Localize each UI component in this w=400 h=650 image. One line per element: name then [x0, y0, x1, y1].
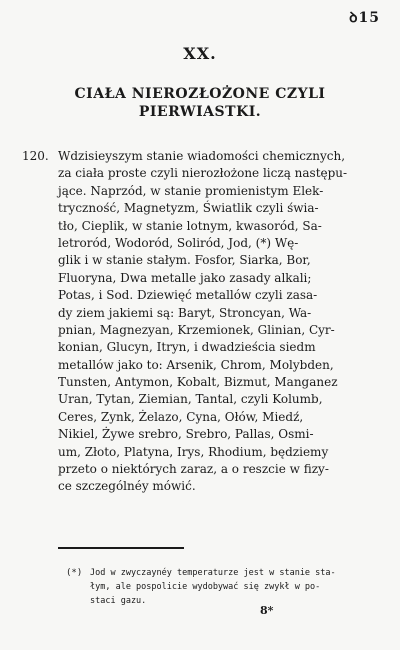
text-line: um, Złoto, Platyna, Irys, Rhodium, będziemy: [58, 444, 329, 459]
text-line: Fluoryna, Dwa metalle jako zasady alkali;: [58, 270, 312, 285]
title-line: PIERWIASTKI.: [138, 104, 262, 120]
printer-signature-mark: 8*: [260, 604, 274, 617]
text-line: metallów jako to: Arsenik, Chrom, Molybden,: [58, 357, 334, 372]
text-line: dy ziem jakiemi są: Baryt, Stroncyan, Wa-: [58, 305, 312, 320]
text-line: glik i w stanie stałym. Fosfor, Siarka, Bor,: [58, 253, 311, 268]
page-number: ꝺ15: [349, 10, 380, 26]
text-line: Uran, Tytan, Ziemian, Tantal, czyli Kolumb,: [58, 392, 323, 407]
text-line: Wdzisieyszym stanie wiadomości chemicznych,: [58, 149, 346, 163]
text-line: przeto o niektórych zaraz, a o reszcie w fizy-: [58, 462, 329, 477]
text-line: ce szczególnéy mówić.: [58, 479, 196, 494]
title-line: CIAŁA NIEROZŁOŻONE CZYLI: [74, 86, 326, 102]
section-title: [0, 85, 400, 121]
footnote-marker: (*): [66, 568, 83, 578]
footnote-line: Jod w zwyczaynéy temperaturze jest w stanie sta-: [90, 568, 336, 578]
footnote-line: staci gazu.: [90, 596, 147, 606]
text-line: pnian, Magnezyan, Krzemionek, Glinian, Cyr-: [58, 322, 335, 337]
paragraph-number: 120.: [22, 149, 49, 163]
text-line: jące. Naprzód, w stanie promienistym Elek-: [58, 183, 324, 198]
text-line: Nikiel, Żywe srebro, Srebro, Pallas, Osmi-: [58, 427, 314, 442]
footnote-divider: [58, 547, 184, 549]
text-line: konian, Glucyn, Itryn, i dwadzieścia siedm: [58, 340, 316, 355]
text-line: Ceres, Zynk, Żelazo, Cyna, Ołów, Miedź,: [58, 409, 304, 424]
chapter-heading: XX.: [183, 44, 217, 63]
text-line: tło, Cieplik, w stanie lotnym, kwasoród, Sa-: [58, 218, 322, 233]
body-text: [58, 148, 380, 496]
footnote: [90, 566, 390, 608]
text-line: Potas, i Sod. Dziewięć metallów czyli zasa-: [58, 288, 318, 303]
text-line: za ciała proste czyli nierozłożone liczą następu-: [58, 166, 348, 181]
footnote-line: łym, ale pospolicie wydobywać się zwykł w po-: [90, 582, 321, 592]
text-line: letroród, Wodoród, Soliród, Jod, (*) Wę-: [58, 235, 299, 250]
text-line: tryczność, Magnetyzm, Światlik czyli świa-: [58, 201, 319, 216]
text-line: Tunsten, Antymon, Kobalt, Bizmut, Manganez: [58, 375, 338, 390]
